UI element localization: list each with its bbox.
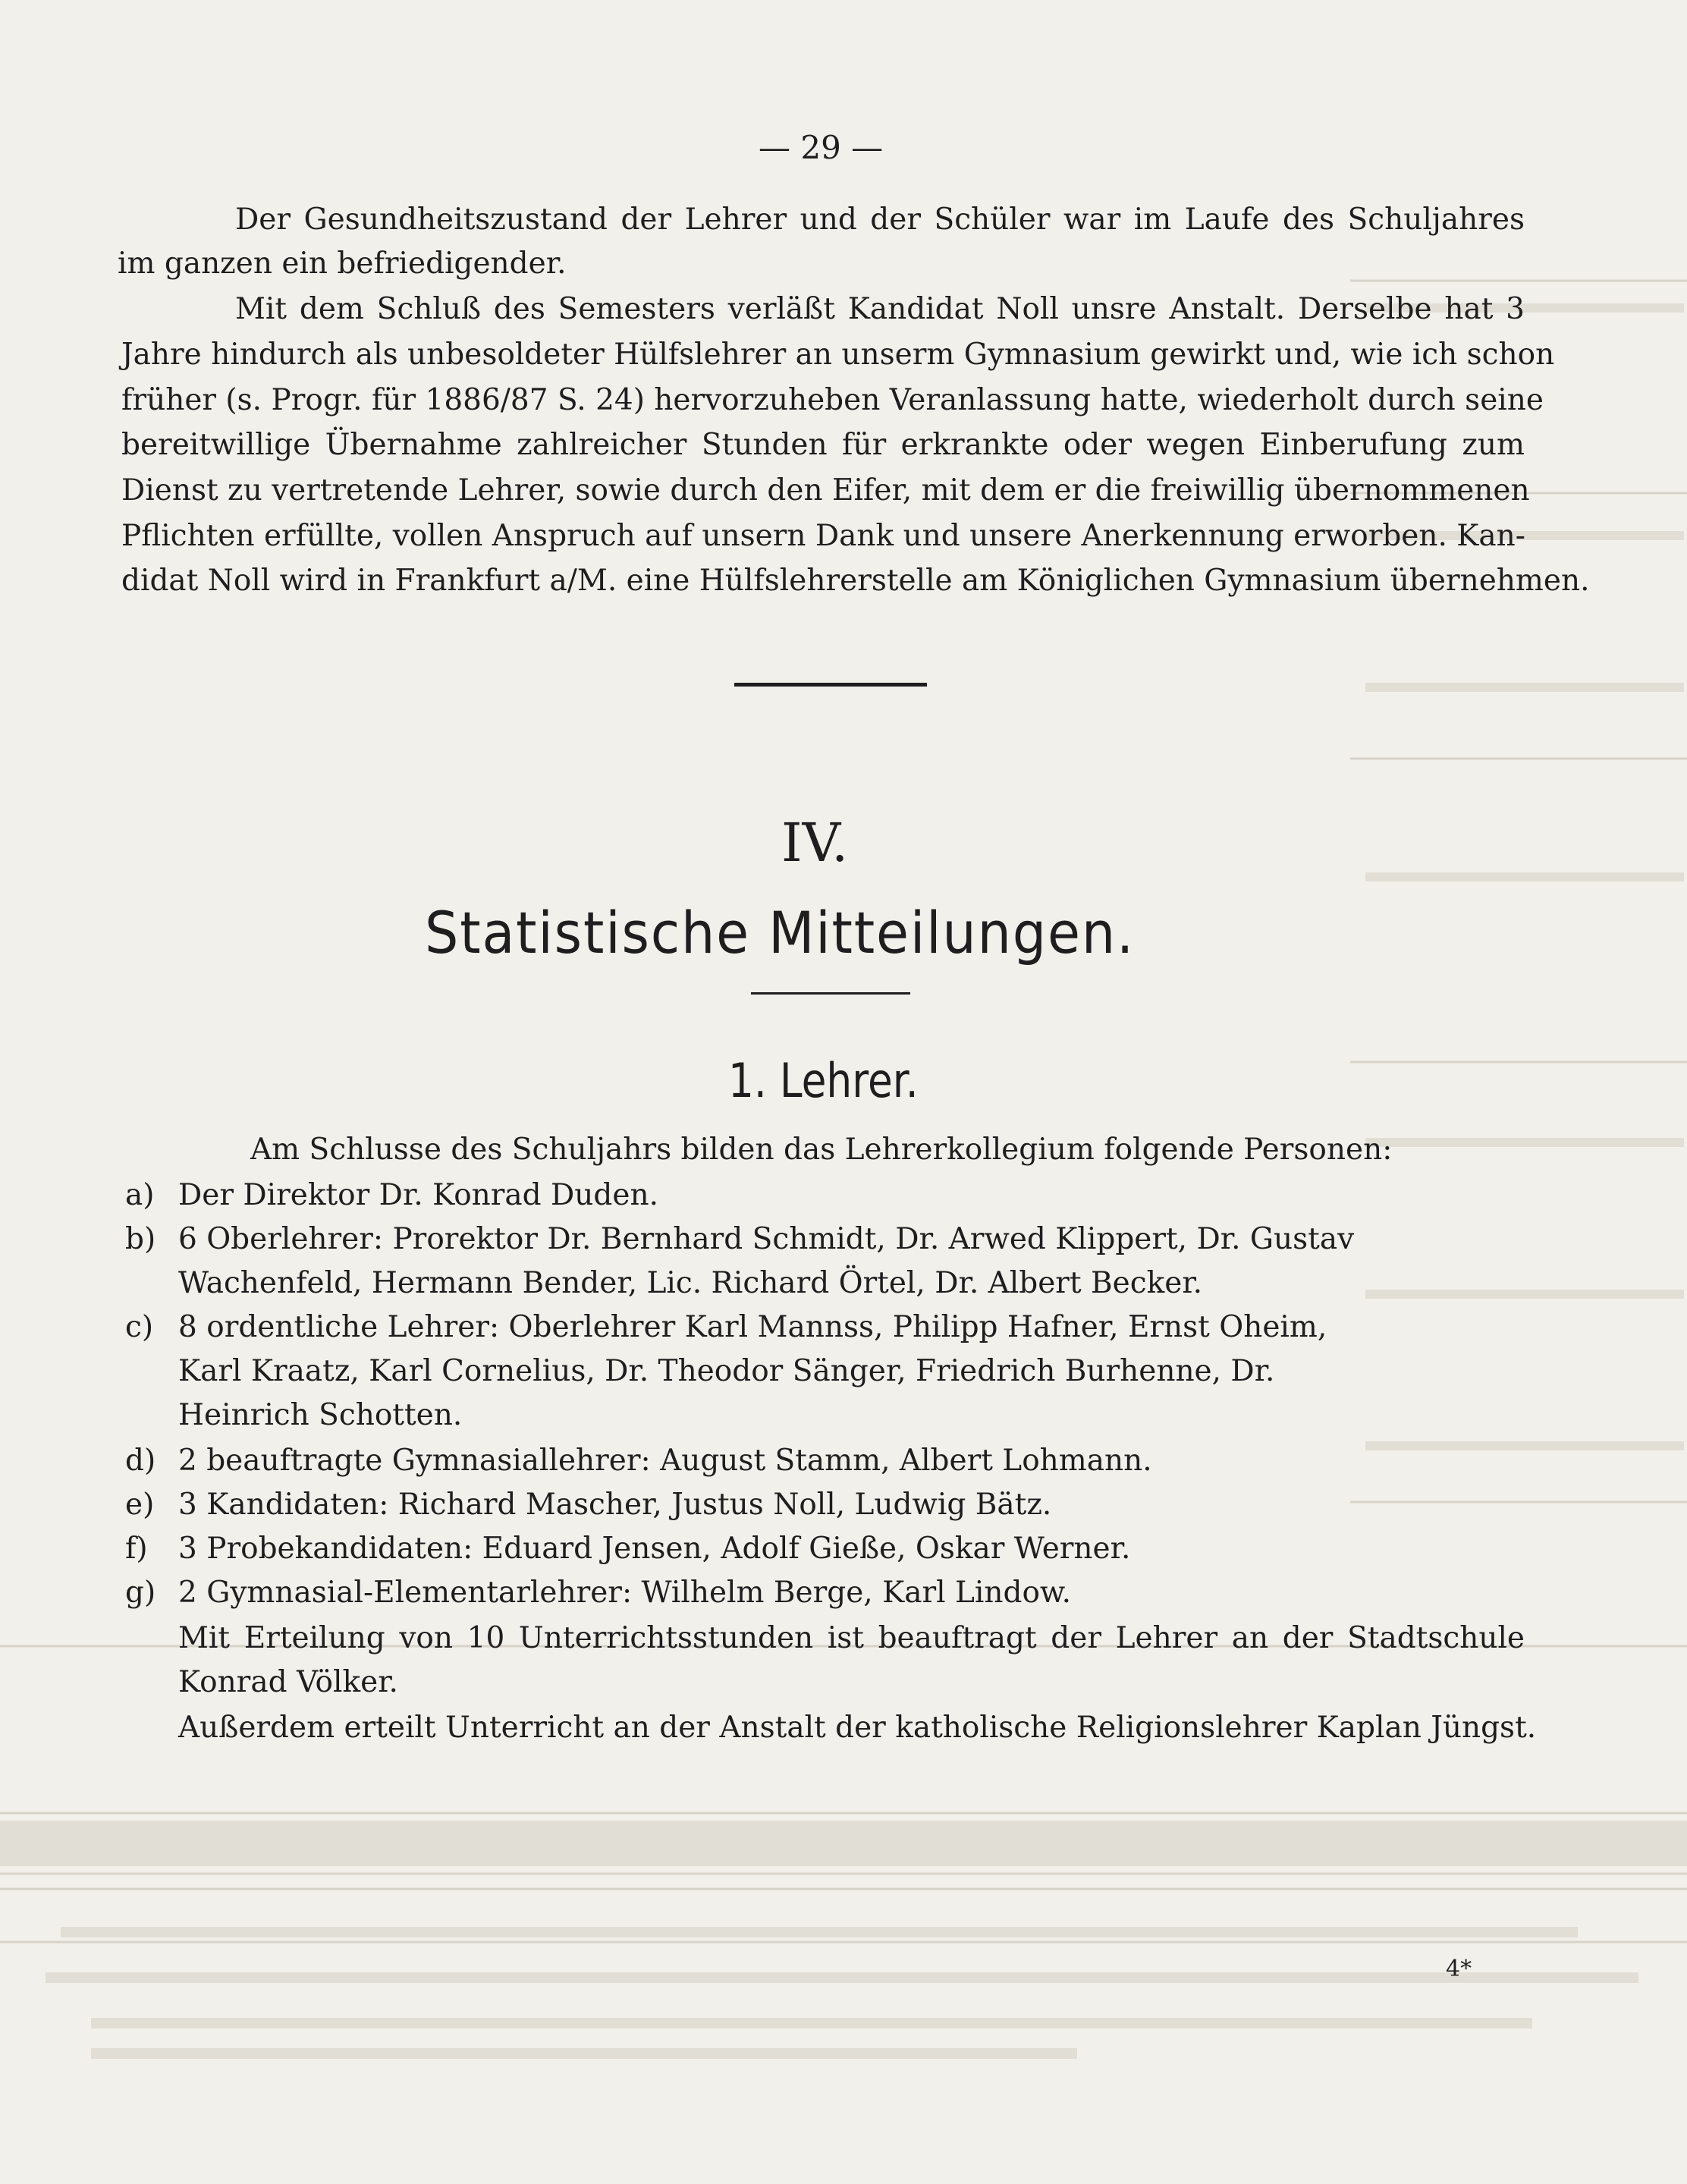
list-item-b-continued: Wachenfeld, Hermann Bender, Lic. Richard Örtel, Dr. Albert Becker. [178,1266,1203,1300]
list-label: c) [125,1310,154,1344]
list-text: Der Direktor Dr. Konrad Duden. [178,1178,658,1212]
note-line: Mit Erteilung von 10 Unterrichtsstunden ist beauftragt der Lehrer an der Stadtschule [178,1621,1525,1655]
title-divider [751,992,910,995]
list-item-a [125,1180,658,1210]
page-number: — 29 — [759,129,884,166]
list-text: 3 Kandidaten: Richard Mascher, Justus Noll, Ludwig Bätz. [178,1488,1052,1522]
list-item-e [125,1488,1052,1522]
list-item-g [125,1576,1072,1610]
list-label: e) [125,1488,155,1522]
list-label: a) [125,1178,155,1212]
paragraph-noll-line: früher (s. Progr. für 1886/87 S. 24) hervorzuheben Veranlassung hatte, wiederholt durch seine [121,383,1544,417]
list-text: 2 Gymnasial-Elementarlehrer: Wilhelm Berge, Karl Lindow. [178,1576,1072,1610]
list-text: 2 beauftragte Gymnasiallehrer: August Stamm, Albert Lohmann. [178,1444,1152,1478]
paragraph-noll-line: bereitwillige Übernahme zahlreicher Stunden für erkrankte oder wegen Einberufung zum [121,428,1525,462]
paragraph-noll-line: Mit dem Schluß des Semesters verläßt Kandidat Noll unsre Anstalt. Derselbe hat 3 [235,292,1525,326]
list-label: g) [125,1576,156,1610]
subsection-title: 1. Lehrer. [728,1053,919,1108]
list-label: f) [125,1532,148,1566]
list-item-d [125,1444,1152,1478]
section-divider [734,683,927,687]
section-title: Statistische Mitteilungen. [425,899,1136,966]
paragraph-noll-line: Jahre hindurch als unbesoldeter Hülfslehrer an unserm Gymnasium gewirkt und, wie ich schon [121,338,1555,372]
list-label: b) [125,1222,156,1256]
note-line: Außerdem erteilt Unterricht an der Anstalt der katholische Religionslehrer Kaplan Jüngst. [178,1711,1537,1745]
list-item-f [125,1532,1131,1566]
list-item-c-continued: Karl Kraatz, Karl Cornelius, Dr. Theodor Sänger, Friedrich Burhenne, Dr. [178,1354,1275,1388]
paragraph-noll-line: didat Noll wird in Frankfurt a/M. eine Hülfslehrerstelle am Königlichen Gymnasium übernehmen. [121,564,1590,598]
paragraph-health-line: Der Gesundheitszustand der Lehrer und der Schüler war im Laufe des Schuljahres [235,203,1525,237]
list-text: 8 ordentliche Lehrer: Oberlehrer Karl Mannss, Philipp Hafner, Ernst Oheim, [178,1310,1327,1344]
note-line: Konrad Völker. [178,1665,398,1699]
list-item-c [125,1312,1327,1342]
list-label: d) [125,1444,156,1478]
paragraph-health-line: im ganzen ein befriedigender. [118,247,567,281]
paragraph-noll-line: Dienst zu vertretende Lehrer, sowie durch den Eifer, mit dem er die freiwillig übernommenen [121,473,1530,508]
section-number: IV. [781,812,849,874]
lehrer-intro: Am Schlusse des Schuljahrs bilden das Lehrerkollegium folgende Personen: [250,1133,1393,1167]
signature-mark: 4* [1446,1956,1472,1982]
list-item-c-continued: Heinrich Schotten. [178,1398,463,1432]
list-text: 3 Probekandidaten: Eduard Jensen, Adolf Gieße, Oskar Werner. [178,1532,1131,1566]
list-item-b [125,1224,1354,1254]
paragraph-noll-line: Pflichten erfüllte, vollen Anspruch auf unsern Dank und unsere Anerkennung erworben. Kan- [121,519,1525,553]
list-text: 6 Oberlehrer: Prorektor Dr. Bernhard Schmidt, Dr. Arwed Klippert, Dr. Gustav [178,1222,1355,1256]
